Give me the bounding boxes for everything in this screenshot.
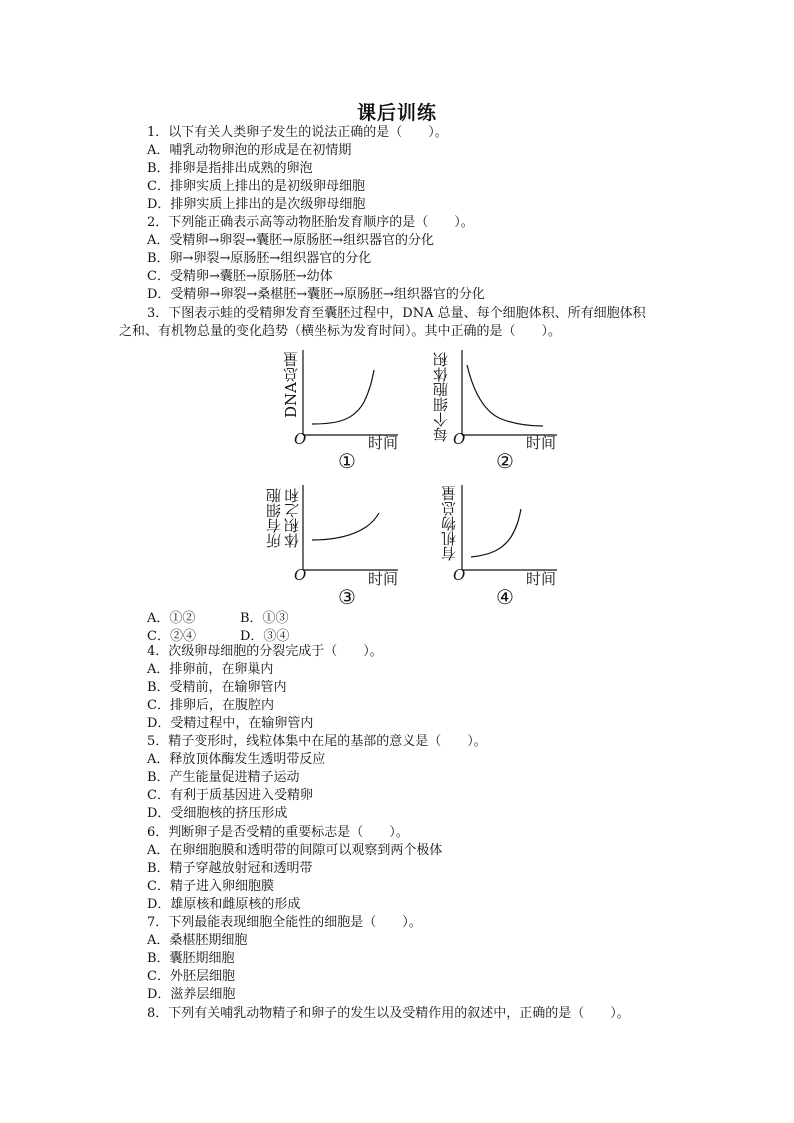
graph-4-origin: O [453, 566, 466, 584]
q4-option-d: D．受精过程中，在输卵管内 [147, 716, 314, 731]
graph-2-xlabel: 时间 [526, 434, 557, 452]
q6-stem: 6．判断卵子是否受精的重要标志是（ ）。 [147, 825, 409, 840]
q1-stem: 1．以下有关人类卵子发生的说法正确的是（ ）。 [147, 125, 448, 140]
q4-stem: 4．次级卵母细胞的分裂完成于（ ）。 [147, 644, 383, 659]
q3-option-c: C．②④ [147, 629, 196, 644]
q7-option-c: C．外胚层细胞 [147, 969, 235, 984]
q3-option-d: D．③④ [240, 629, 290, 644]
q8-stem: 8．下列有关哺乳动物精子和卵子的发生以及受精作用的叙述中，正确的是（ ）。 [147, 1006, 630, 1021]
q3-option-b: B．①③ [240, 611, 289, 626]
q7-option-b: B．囊胚期细胞 [147, 951, 235, 966]
graph-3-ylabel-line1: 所有细胞 [265, 488, 283, 548]
graph-4-number: ④ [496, 585, 514, 609]
q5-option-c: C．有利于质基因进入受精卵 [147, 788, 313, 803]
q2-option-b: B．卵→卵裂→原肠胚→组织器官的分化 [147, 251, 372, 266]
page-title: 课后训练 [356, 102, 437, 124]
graph-2-curve [467, 365, 543, 426]
q3-option-a: A．①② [147, 611, 196, 626]
q6-option-c: C．精子进入卵细胞膜 [147, 879, 274, 894]
q2-option-d: D．受精卵→卵裂→桑椹胚→囊胚→原肠胚→组织器官的分化 [147, 287, 485, 302]
graph-3-xlabel: 时间 [368, 570, 399, 588]
q1-option-c: C．排卵实质上排出的是初级卵母细胞 [147, 179, 365, 194]
q2-option-a: A．受精卵→卵裂→囊胚→原肠胚→组织器官的分化 [147, 233, 434, 248]
graph-3-ylabel-line2: 体积之和 [283, 488, 301, 548]
q4-option-a: A．排卵前，在卵巢内 [147, 662, 274, 677]
graph-3-curve [312, 513, 379, 540]
graph-2-number: ② [496, 449, 514, 473]
q7-option-a: A．桑椹胚期细胞 [147, 933, 248, 948]
graph-1-origin: O [294, 430, 307, 448]
q6-option-a: A．在卵细胞膜和透明带的间隙可以观察到两个极体 [147, 843, 443, 858]
q2-option-c: C．受精卵→囊胚→原肠胚→幼体 [147, 269, 333, 284]
graph-3-origin: O [294, 566, 307, 584]
graph-1-curve [312, 370, 374, 424]
q2-stem: 2．下列能正确表示高等动物胚胎发育顺序的是（ ）。 [147, 215, 474, 230]
q7-option-d: D．滋养层细胞 [147, 987, 236, 1002]
graph-4-xlabel: 时间 [526, 570, 557, 588]
q6-option-d: D．雄原核和雌原核的形成 [147, 897, 301, 912]
graph-1-xlabel: 时间 [368, 434, 399, 452]
q4-option-c: C．排卵后，在腹腔内 [147, 698, 274, 713]
q3-stem-line1: 3．下图表示蛙的受精卵发育至囊胚过程中，DNA 总量、每个细胞体积、所有细胞体积 [147, 306, 646, 321]
graph-1-number: ① [338, 449, 356, 473]
q1-option-d: D．排卵实质上排出的是次级卵母细胞 [147, 197, 366, 212]
graph-4-ylabel: 有机物总量 [440, 486, 458, 561]
q5-option-d: D．受细胞核的挤压形成 [147, 806, 288, 821]
q1-option-a: A．哺乳动物卵泡的形成是在初情期 [147, 143, 352, 158]
q7-stem: 7．下列最能表现细胞全能性的细胞是（ ）。 [147, 915, 422, 930]
graph-3-number: ③ [338, 585, 356, 609]
graph-1-ylabel: DNA总量 [282, 352, 300, 418]
q5-option-b: B．产生能量促进精子运动 [147, 770, 300, 785]
q5-stem: 5．精子变形时，线粒体集中在尾的基部的意义是（ ）。 [147, 734, 487, 749]
q5-option-a: A．释放顶体酶发生透明带反应 [147, 752, 326, 767]
q4-option-b: B．受精前，在输卵管内 [147, 680, 287, 695]
graph-2-ylabel: 每个细胞体积 [432, 352, 450, 442]
q1-option-b: B．排卵是指排出成熟的卵泡 [147, 161, 313, 176]
graph-4-curve [471, 509, 521, 557]
q6-option-b: B．精子穿越放射冠和透明带 [147, 861, 313, 876]
graph-2-origin: O [453, 430, 466, 448]
q3-stem-line2: 之和、有机物总量的变化趋势（横坐标为发育时间）。其中正确的是（ ）。 [119, 324, 562, 339]
